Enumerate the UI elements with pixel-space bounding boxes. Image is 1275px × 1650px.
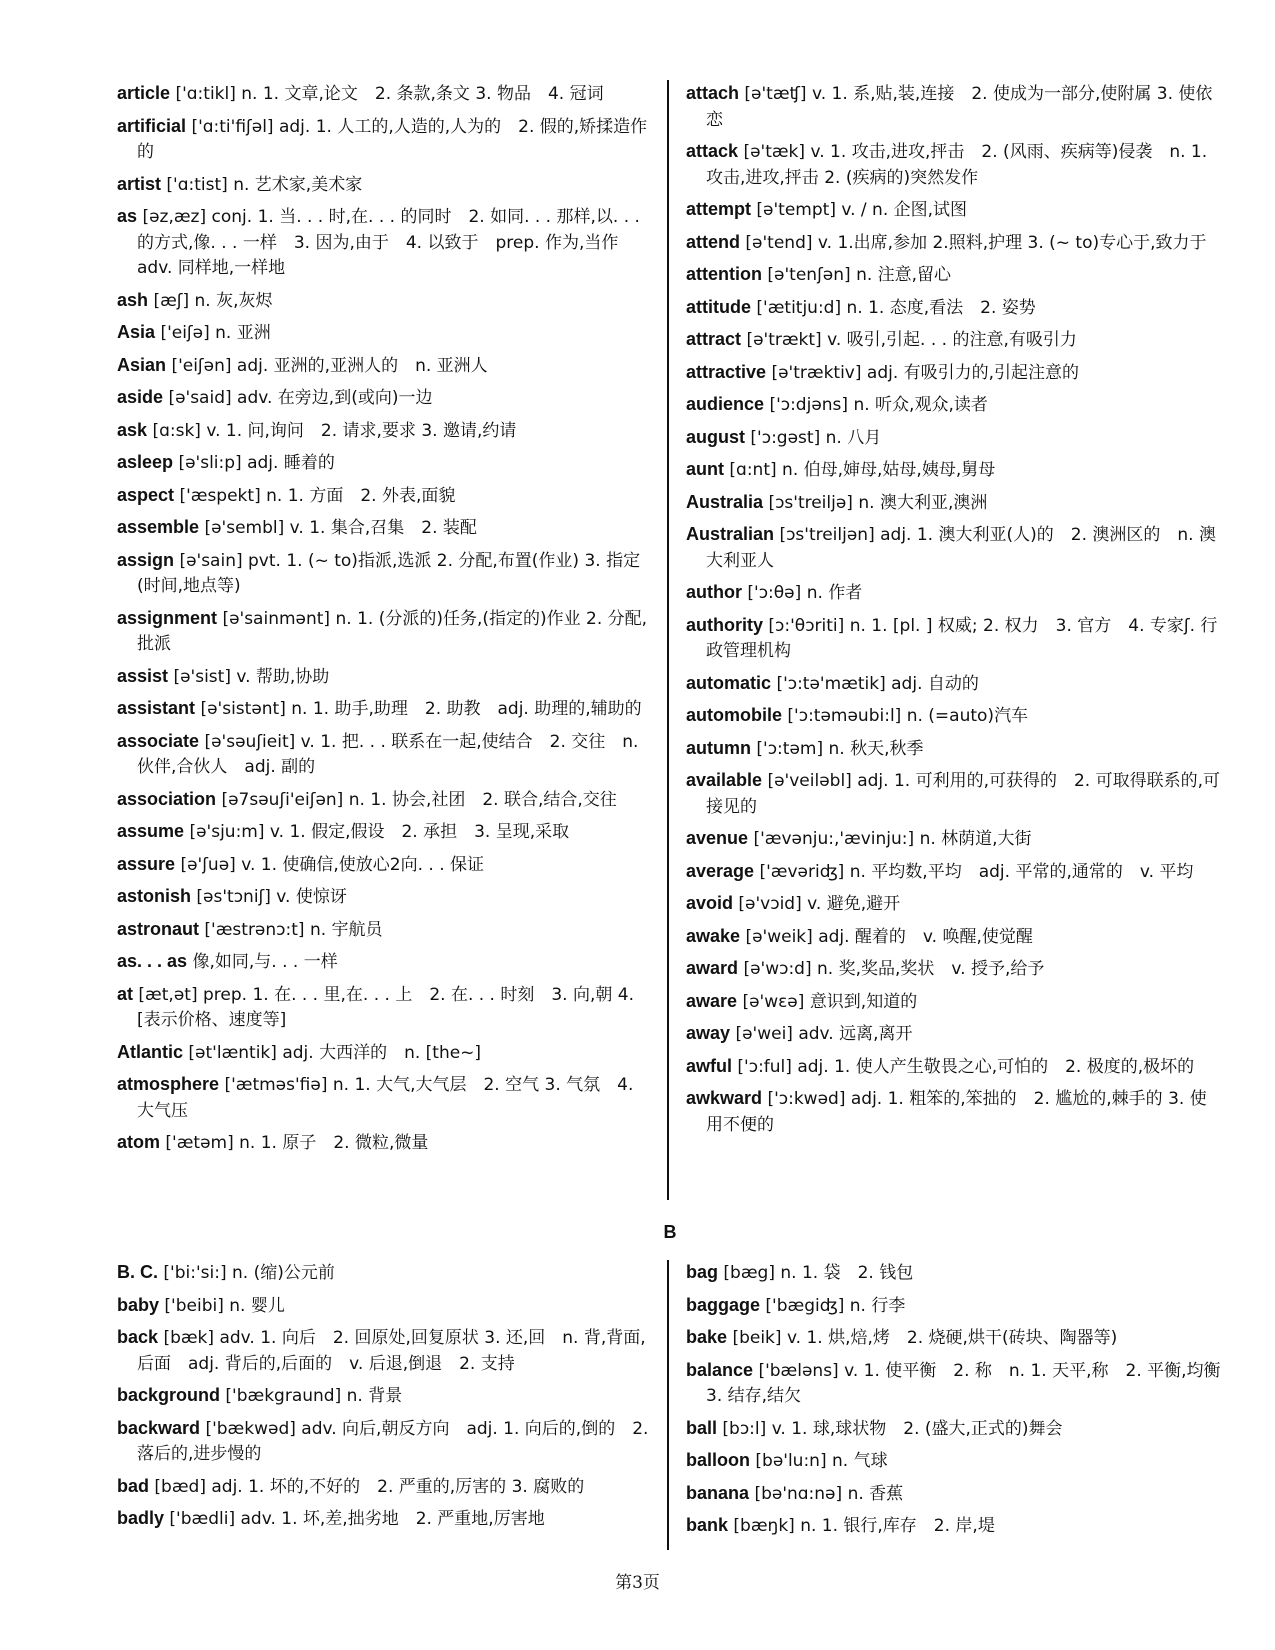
definition: adj. 有吸引力的,引起注意的 <box>866 362 1080 383</box>
phonetic: [ə'sain] <box>179 550 243 571</box>
headword: avoid <box>686 893 734 913</box>
headword: astronaut <box>117 918 200 939</box>
phonetic: [ɑ:nt] <box>729 460 777 480</box>
dictionary-entry <box>117 696 652 723</box>
definition: n. (缩)公元前 <box>232 1263 335 1283</box>
headword: as. . . as <box>117 951 188 971</box>
headword: assemble <box>117 517 200 537</box>
definition: v. 1. 问,询问 2. 请求,要求 3. 邀请,约请 <box>206 420 517 441</box>
dictionary-entry <box>686 1260 1221 1287</box>
dictionary-entry <box>686 768 1221 820</box>
dictionary-entry <box>686 703 1221 730</box>
definition: n. 艺术家,美术家 <box>233 174 363 195</box>
dictionary-entry <box>686 490 1221 517</box>
dictionary-entry <box>686 1325 1221 1352</box>
dictionary-entry <box>686 139 1221 191</box>
column-divider <box>667 1260 669 1550</box>
phonetic: ['ɑ:ti'fiʃəl] <box>191 116 274 137</box>
phonetic: ['ævəriʤ] <box>759 861 845 882</box>
dictionary-entry <box>686 197 1221 224</box>
headword: associate <box>117 730 200 751</box>
phonetic: [ə'trækt] <box>746 330 822 350</box>
column-right-a <box>686 81 1221 1144</box>
definition: adj. 亚洲的,亚洲人的 n. 亚洲人 <box>236 355 488 376</box>
definition: v. / n. 企图,试图 <box>841 200 968 220</box>
headword: asleep <box>117 452 174 472</box>
definition: v. 帮助,协助 <box>236 666 330 687</box>
headword: B. C. <box>117 1262 159 1282</box>
dictionary-entry <box>686 671 1221 698</box>
definition: conj. 1. 当. . . 时,在. . . 的同时 2. 如同. . . 那样,以. . . 的方式,像. . . 一样 3. 因为,由于 4. 以致于 prep. 作为,当作adv. 同样地,一样地 <box>137 207 640 278</box>
phonetic: ['ɔ:θə] <box>747 583 802 603</box>
definition: adj. 1. 使人产生敬畏之心,可怕的 2. 极度的,极坏的 <box>797 1056 1195 1077</box>
definition: n. 1. 态度,看法 2. 姿势 <box>846 297 1036 318</box>
phonetic: [ət'læntik] <box>188 1042 277 1063</box>
phonetic: [ə'sembl] <box>204 518 285 538</box>
dictionary-entry <box>117 787 652 814</box>
headword: average <box>686 860 755 881</box>
dictionary-entry <box>686 956 1221 983</box>
dictionary-entry <box>117 1072 652 1124</box>
phonetic: ['ɔ:ful] <box>737 1056 792 1077</box>
definition: pvt. 1. (~ to)指派,选派 2. 分配,布置(作业) 3. 指定(时间,地点等) <box>137 550 641 596</box>
dictionary-entry <box>117 819 652 846</box>
definition: v. 使惊讶 <box>276 887 347 907</box>
headword: aspect <box>117 484 175 505</box>
phonetic: [ə'sistənt] <box>200 699 286 719</box>
dictionary-entry <box>117 606 652 658</box>
definition: adj. 大西洋的 n. [the~] <box>282 1042 482 1063</box>
dictionary-entry <box>117 385 652 412</box>
phonetic: [bə'nɑ:nə] <box>754 1483 843 1504</box>
phonetic: ['ætəm] <box>165 1133 234 1153</box>
definition: v. 1. 把. . . 联系在一起,使结合 2. 交往 n. 伙伴,合伙人 adj. 副的 <box>137 731 639 777</box>
dictionary-entry <box>686 1021 1221 1048</box>
phonetic: [ɔs'treiljə] <box>768 492 853 513</box>
definition: n. 林荫道,大街 <box>919 829 1032 849</box>
phonetic: [ə'tend] <box>745 232 813 253</box>
dictionary-entry <box>117 1416 652 1468</box>
definition: n. 1. 大气,大气层 2. 空气 3. 气氛 4. 大气压 <box>137 1075 634 1121</box>
headword: backward <box>117 1417 201 1438</box>
headword: banana <box>686 1482 750 1503</box>
dictionary-entry <box>686 736 1221 763</box>
dictionary-entry <box>117 114 652 166</box>
definition: n. 婴儿 <box>229 1295 285 1316</box>
dictionary-entry <box>686 230 1221 257</box>
phonetic: [əz,æz] <box>142 207 207 227</box>
headword: attention <box>686 264 762 284</box>
dictionary-entry <box>117 450 652 477</box>
headword: Asian <box>117 354 167 375</box>
headword: assign <box>117 549 175 570</box>
phonetic: [ə7səuʃi'eiʃən] <box>221 789 344 810</box>
headword: author <box>686 582 742 602</box>
definition: n. 行李 <box>849 1295 906 1316</box>
dictionary-entry <box>117 483 652 510</box>
headword: aware <box>686 990 738 1011</box>
definition: n. 香蕉 <box>847 1483 904 1504</box>
headword: astonish <box>117 886 192 906</box>
headword: Australian <box>686 524 775 544</box>
dictionary-entry <box>686 262 1221 289</box>
dictionary-entry <box>686 360 1221 387</box>
dictionary-entry <box>117 1260 652 1287</box>
phonetic: [ə'wei] <box>735 1024 793 1044</box>
phonetic: ['ɔ:təməubi:l] <box>787 706 902 726</box>
definition: v. 1. 假定,假设 2. 承担 3. 呈现,采取 <box>269 822 570 842</box>
dictionary-entry <box>686 1416 1221 1443</box>
definition: adj. 睡着的 <box>247 453 335 473</box>
dictionary-entry <box>117 917 652 944</box>
dictionary-entry <box>117 1474 652 1501</box>
definition: n. 听众,观众,读者 <box>853 395 988 415</box>
dictionary-entry <box>686 295 1221 322</box>
section-heading-b: B <box>663 1222 677 1242</box>
phonetic: ['ætitju:d] <box>756 297 842 318</box>
phonetic: ['ɑ:tikl] <box>175 84 236 104</box>
phonetic: [beik] <box>732 1328 782 1348</box>
dictionary-entry <box>117 204 652 282</box>
headword: bake <box>686 1327 728 1347</box>
definition: 意识到,知道的 <box>809 991 918 1012</box>
headword: audience <box>686 394 765 414</box>
definition: n. 1. 袋 2. 钱包 <box>780 1263 914 1283</box>
headword: assistant <box>117 698 196 718</box>
definition: n. 秋天,秋季 <box>828 738 924 759</box>
phonetic: [ə'ʃuə] <box>180 854 236 875</box>
headword: award <box>686 958 739 978</box>
definition: n. 八月 <box>825 427 882 448</box>
phonetic: [ɔ:'θɔriti] <box>768 615 845 636</box>
headword: as <box>117 206 138 226</box>
dictionary-entry <box>686 1448 1221 1475</box>
phonetic: [bə'lu:n] <box>755 1451 827 1471</box>
phonetic: ['æstrənɔ:t] <box>204 919 305 940</box>
headword: bad <box>117 1475 150 1496</box>
headword: badly <box>117 1508 165 1528</box>
headword: ask <box>117 419 148 440</box>
headword: assume <box>117 821 185 841</box>
dictionary-entry <box>117 81 652 108</box>
phonetic: [ə'səuʃieit] <box>204 731 296 752</box>
dictionary-entry <box>686 425 1221 452</box>
dictionary-entry <box>117 320 652 347</box>
definition: adj. 1. 可利用的,可获得的 2. 可取得联系的,可接见的 <box>706 771 1221 817</box>
headword: assist <box>117 665 169 686</box>
phonetic: ['bi:'si:] <box>163 1263 227 1283</box>
definition: n. 注意,留心 <box>856 265 952 285</box>
definition: n. 1. 银行,库存 2. 岸,堤 <box>800 1516 995 1536</box>
phonetic: ['beibi] <box>164 1295 224 1316</box>
phonetic: ['bæləns] <box>758 1360 839 1381</box>
headword: aunt <box>686 459 724 479</box>
definition: v. 1. 攻击,进攻,抨击 2. (风雨、疾病等)侵袭 n. 1. 攻击,进攻,抨击 2. (疾病的)突然发作 <box>706 142 1208 188</box>
headword: assignment <box>117 607 218 628</box>
headword: ash <box>117 289 149 310</box>
headword: attempt <box>686 199 752 219</box>
headword: autumn <box>686 737 751 758</box>
headword: attitude <box>686 296 751 317</box>
headword: away <box>686 1023 731 1043</box>
dictionary-entry <box>686 989 1221 1016</box>
dictionary-entry <box>686 613 1221 665</box>
headword: artist <box>117 173 162 194</box>
definition: n. 1. 方面 2. 外表,面貌 <box>266 485 456 506</box>
dictionary-entry <box>117 852 652 879</box>
headword: awake <box>686 925 741 946</box>
dictionary-entry <box>686 1054 1221 1081</box>
dictionary-entry <box>686 1358 1221 1410</box>
definition: v. 1. 球,球状物 2. (盛大,正式的)舞会 <box>771 1418 1063 1439</box>
definition: v. 1.出席,参加 2.照料,护理 3. (~ to)专心于,致力于 <box>817 232 1207 253</box>
definition: v. 避免,避开 <box>807 894 901 914</box>
headword: attract <box>686 329 742 349</box>
dictionary-entry <box>117 1506 652 1533</box>
phonetic: [ə'sli:p] <box>178 453 242 473</box>
dictionary-entry <box>686 1086 1221 1138</box>
dictionary-entry <box>117 1383 652 1410</box>
definition: n. 奖,奖品,奖状 v. 授予,给予 <box>817 959 1045 979</box>
dictionary-entry <box>686 327 1221 354</box>
phonetic: [bæŋk] <box>733 1516 795 1536</box>
phonetic: [ə'sju:m] <box>189 822 265 842</box>
phonetic: ['æspekt] <box>179 485 261 506</box>
phonetic: [ə'said] <box>168 388 232 408</box>
definition: n. 1. 文章,论文 2. 条款,条文 3. 物品 4. 冠词 <box>241 84 604 104</box>
headword: aside <box>117 387 164 407</box>
dictionary-entry <box>686 81 1221 133</box>
headword: atmosphere <box>117 1074 220 1094</box>
definition: adv. 远离,离开 <box>798 1024 913 1044</box>
dictionary-entry <box>686 522 1221 574</box>
phonetic: [ə'wɔ:d] <box>743 959 812 979</box>
definition: v. 1. 烘,焙,烤 2. 烧硬,烘干(砖块、陶器等) <box>786 1328 1118 1348</box>
phonetic: ['eiʃə] <box>160 323 210 343</box>
headword: august <box>686 426 746 447</box>
definition: n. 1. (分派的)任务,(指定的)作业 2. 分配,批派 <box>137 608 648 654</box>
definition: n. 灰,灰烬 <box>194 290 273 311</box>
definition: 像,如同,与. . . 一样 <box>192 952 338 972</box>
phonetic: [əs'tɔniʃ] <box>196 887 271 907</box>
headword: back <box>117 1327 159 1347</box>
definition: n. 气球 <box>832 1451 888 1471</box>
headword: artificial <box>117 115 187 136</box>
dictionary-entry <box>117 548 652 600</box>
dictionary-entry <box>117 1293 652 1320</box>
headword: baggage <box>686 1294 761 1315</box>
definition: n. 背景 <box>346 1386 403 1406</box>
headword: avenue <box>686 828 749 848</box>
definition: adj. 1. 澳大利亚(人)的 2. 澳洲区的 n. 澳大利亚人 <box>706 525 1216 571</box>
phonetic: [ə'weik] <box>745 926 813 947</box>
definition: n. 1. [pl. ] 权威; 2. 权力 3. 官方 4. 专家ʃ. 行政管理机构 <box>706 615 1218 661</box>
definition: v. 1. 使确信,使放心2向. . . 保证 <box>241 854 485 875</box>
headword: automobile <box>686 705 783 725</box>
dictionary-entry <box>686 392 1221 419</box>
definition: adv. 在旁边,到(或向)一边 <box>237 388 433 408</box>
phonetic: ['bækwəd] <box>205 1418 296 1439</box>
definition: n. 1. 协会,社团 2. 联合,结合,交往 <box>348 789 617 810</box>
definition: adj. 醒着的 v. 唤醒,使觉醒 <box>818 926 1033 947</box>
headword: association <box>117 788 217 809</box>
headword: Atlantic <box>117 1041 184 1062</box>
headword: Australia <box>686 491 764 512</box>
phonetic: [ə'tenʃən] <box>767 265 851 285</box>
definition: n. 澳大利亚,澳洲 <box>858 492 988 513</box>
definition: n. 作者 <box>806 583 863 603</box>
dictionary-entry <box>686 1293 1221 1320</box>
dictionary-entry <box>117 729 652 781</box>
phonetic: [ɑ:sk] <box>152 420 201 441</box>
dictionary-entry <box>686 457 1221 484</box>
definition: v. 1. 系,贴,装,连接 2. 使成为一部分,使附属 3. 使依恋 <box>706 84 1213 130</box>
definition: adj. 自动的 <box>891 673 979 694</box>
phonetic: [ə'wɛə] <box>742 991 805 1012</box>
phonetic: [ə'veiləbl] <box>767 771 852 791</box>
dictionary-entry <box>686 826 1221 853</box>
phonetic: [ɔs'treiljən] <box>779 525 875 545</box>
headword: awful <box>686 1055 733 1076</box>
dictionary-entry <box>117 288 652 315</box>
phonetic: [ə'træktiv] <box>771 362 862 383</box>
headword: attend <box>686 231 740 252</box>
dictionary-entry <box>117 982 652 1034</box>
phonetic: ['ɔ:djəns] <box>769 395 849 415</box>
phonetic: [bæd] <box>154 1476 206 1497</box>
definition: adv. 向后,朝反方向 adj. 1. 向后的,倒的 2. 落后的,进步慢的 <box>137 1418 649 1464</box>
dictionary-entry <box>686 580 1221 607</box>
definition: v. 1. 使平衡 2. 称 n. 1. 天平,称 2. 平衡,均衡 3. 结存,结欠 <box>706 1360 1221 1406</box>
headword: at <box>117 983 134 1004</box>
phonetic: [ə'sist] <box>173 666 231 687</box>
phonetic: [ə'tæʧ] <box>744 84 807 104</box>
dictionary-entry <box>117 1325 652 1377</box>
headword: background <box>117 1385 221 1405</box>
headword: attach <box>686 83 740 103</box>
phonetic: [bɔ:l] <box>722 1418 767 1439</box>
phonetic: ['bægiʤ] <box>765 1295 845 1316</box>
page-number: 第3页 <box>615 1573 660 1593</box>
headword: attractive <box>686 361 767 382</box>
dictionary-entry <box>686 1513 1221 1540</box>
headword: assure <box>117 853 176 874</box>
definition: n. 1. 原子 2. 微粒,微量 <box>239 1133 429 1153</box>
dictionary-entry <box>686 891 1221 918</box>
phonetic: [æʃ] <box>153 290 190 311</box>
dictionary-entry <box>686 1481 1221 1508</box>
definition: n. 宇航员 <box>309 919 383 940</box>
headword: automatic <box>686 672 772 693</box>
definition: n. 亚洲 <box>215 323 271 343</box>
headword: bank <box>686 1515 729 1535</box>
definition: n. (=auto)汽车 <box>906 706 1029 726</box>
headword: Asia <box>117 322 156 342</box>
dictionary-entry <box>686 859 1221 886</box>
dictionary-entry <box>117 172 652 199</box>
phonetic: [æt,ət] <box>138 984 198 1005</box>
dictionary-entry <box>117 515 652 542</box>
definition: v. 吸引,引起. . . 的注意,有吸引力 <box>827 330 1077 350</box>
definition: adj. 1. 坏的,不好的 2. 严重的,厉害的 3. 腐败的 <box>211 1476 585 1497</box>
headword: article <box>117 83 171 103</box>
column-right-b <box>686 1260 1221 1546</box>
phonetic: [bæk] <box>163 1328 215 1348</box>
phonetic: ['bædli] <box>169 1509 236 1529</box>
definition: adv. 1. 坏,差,拙劣地 2. 严重地,厉害地 <box>240 1509 545 1529</box>
definition: n. 1. 助手,助理 2. 助教 adj. 助理的,辅助的 <box>291 699 642 719</box>
definition: adj. 1. 粗笨的,笨拙的 2. 尴尬的,棘手的 3. 使用不便的 <box>706 1089 1207 1135</box>
headword: balloon <box>686 1450 750 1470</box>
column-left-a <box>117 81 652 1163</box>
column-divider <box>667 80 669 1200</box>
phonetic: ['ɔ:təm] <box>756 738 824 759</box>
dictionary-entry <box>117 949 652 976</box>
headword: balance <box>686 1359 754 1380</box>
definition: prep. 1. 在. . . 里,在. . . 上 2. 在. . . 时刻 3. 向,朝 4. [表示价格、速度等] <box>137 984 635 1030</box>
definition: v. 1. 集合,召集 2. 装配 <box>289 518 477 538</box>
phonetic: ['bækgraund] <box>225 1386 342 1406</box>
dictionary-entry <box>117 1130 652 1157</box>
phonetic: [ə'sainmənt] <box>222 608 331 629</box>
phonetic: ['ɔ:gəst] <box>750 427 821 448</box>
headword: baby <box>117 1294 160 1315</box>
headword: atom <box>117 1132 161 1152</box>
definition: n. 平均数,平均 adj. 平常的,通常的 v. 平均 <box>849 861 1194 882</box>
definition: n. 伯母,婶母,姑母,姨母,舅母 <box>782 460 996 480</box>
headword: bag <box>686 1262 719 1282</box>
dictionary-entry <box>117 353 652 380</box>
phonetic: ['ɔ:kwəd] <box>767 1089 846 1109</box>
phonetic: ['eiʃən] <box>171 355 232 376</box>
dictionary-entry <box>117 884 652 911</box>
dictionary-entry <box>117 418 652 445</box>
definition: adv. 1. 向后 2. 回原处,回复原状 3. 还,回 n. 背,背面,后面 adj. 背后的,后面的 v. 后退,倒退 2. 支持 <box>137 1328 646 1374</box>
phonetic: [ə'vɔid] <box>738 894 802 914</box>
definition: adj. 1. 人工的,人造的,人为的 2. 假的,矫揉造作的 <box>137 116 648 162</box>
phonetic: [ə'tempt] <box>756 200 836 220</box>
headword: authority <box>686 614 764 635</box>
dictionary-entry <box>117 664 652 691</box>
headword: available <box>686 770 763 790</box>
phonetic: ['ævənju:,'ævinju:] <box>753 829 915 849</box>
phonetic: ['ɔ:tə'mætik] <box>776 673 886 694</box>
headword: attack <box>686 141 739 161</box>
phonetic: [ə'tæk] <box>743 142 806 162</box>
dictionary-entry <box>686 924 1221 951</box>
headword: awkward <box>686 1088 763 1108</box>
phonetic: [bæg] <box>723 1263 775 1283</box>
headword: ball <box>686 1417 718 1438</box>
phonetic: ['ætməs'fiə] <box>224 1075 328 1095</box>
phonetic: ['ɑ:tist] <box>166 174 228 195</box>
dictionary-entry <box>117 1040 652 1067</box>
column-left-b <box>117 1260 652 1539</box>
